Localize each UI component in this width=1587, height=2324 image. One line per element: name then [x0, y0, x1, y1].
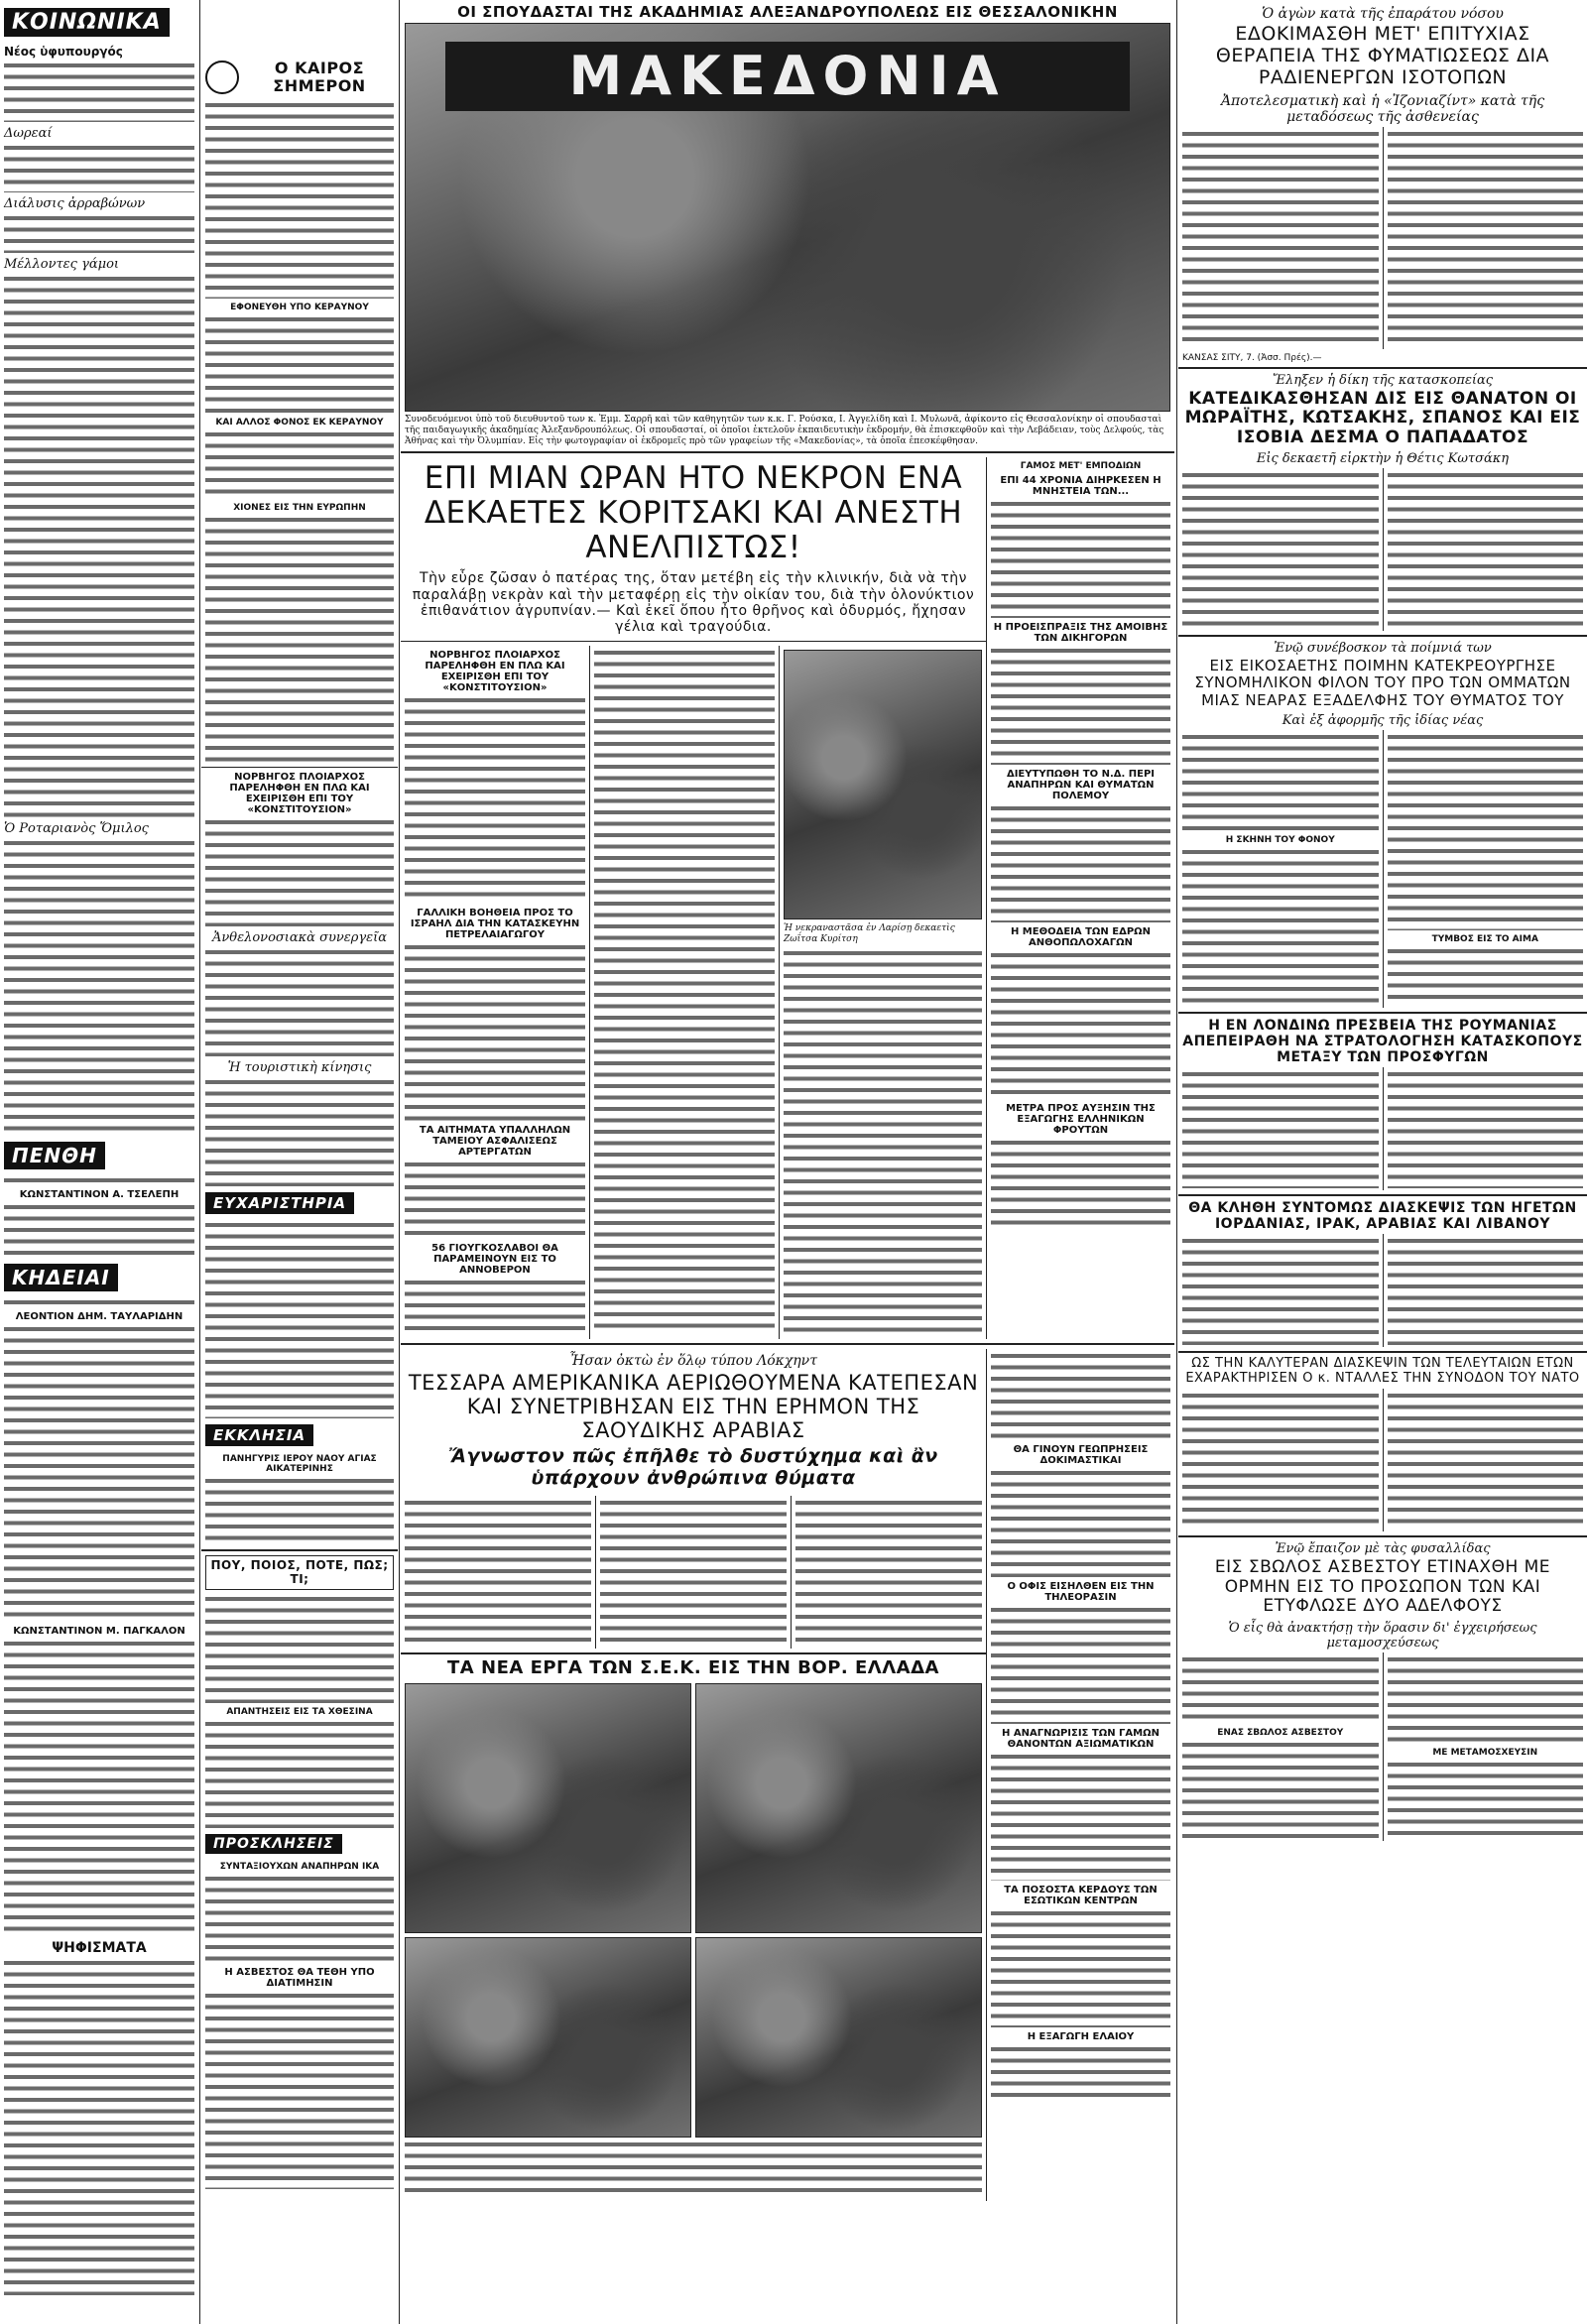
article-text [205, 1476, 394, 1545]
sek-photo [695, 1937, 982, 2138]
subheadline: Ὁ εἷς θὰ ἀνακτήσῃ τὴν ὅρασιν δι' ἐγχειρήσεως μεταμοσχεύσεως [1228, 1620, 1537, 1651]
subheading: 56 ΓΙΟΥΓΚΟΣΛΑΒΟΙ ΘΑ ΠΑΡΑΜΕΙΝΟΥΝ ΕΙΣ ΤΟ ΑΝΝΟΒΕΡΟΝ [431, 1242, 558, 1276]
section-heading: Δωρεαί [4, 126, 53, 141]
story-row-1 [401, 457, 1174, 1339]
subheading: ΜΕΤΡΑ ΠΡΟΣ ΑΥΞΗΣΙΝ ΤΗΣ ΕΞΑΓΩΓΗΣ ΕΛΛΗΝΙΚΩΝ ΦΡΟΥΤΩΝ [1006, 1103, 1156, 1137]
main-subheadline: Τὴν εὗρε ζῶσαν ὁ πατέρας της, ὅταν μετέβη εἰς τὴν κλινικήν, διὰ νὰ τὴν παραλάβῃ νεκρὰν καὶ τὴν μεταφέρῃ εἰς τὴν οἰκίαν του, διὰ τὴν ὁλονύκτιον ἐπιθανάτιον ἀγρυπνίαν.— Καὶ ἐκεῖ ὅπου ἦτο θρῆνος καὶ ὀδυρμός, ἤχησαν γέλια καὶ τραγούδια. [412, 570, 975, 635]
article-text [4, 838, 194, 1136]
article-text [1388, 1760, 1584, 1839]
sub-col [590, 646, 780, 1339]
kicker: Ἦσαν ὀκτὼ ἐν ὅλῳ τύπου Λόκχηντ [569, 1352, 817, 1369]
article-text [1182, 1236, 1379, 1345]
masthead-koinonika: ΚΟΙΝΩΝΙΚΑ [4, 8, 170, 37]
sek-photos [405, 1937, 982, 2138]
photo-caption [405, 2140, 982, 2199]
subheadline: Ἀποτελεσματικὴ καὶ ἡ «Ἰζονιαζίντ» κατὰ τῆς μεταδόσεως τῆς ἀσθενείας [1220, 92, 1545, 125]
article-text [4, 61, 194, 122]
subheading: Ο ΟΦΙΣ ΕΙΣΗΛΘΕΝ ΕΙΣ ΤΗΝ ΤΗΛΕΟΡΑΣΙΝ [1007, 1580, 1155, 1603]
subheading: ΤΑ ΠΟΣΟΣΤΑ ΚΕΡΔΟΥΣ ΤΩΝ ΕΣΩΤΙΚΩΝ ΚΕΝΤΡΩΝ [1004, 1884, 1158, 1906]
subheading: ΤΥΜΒΟΣ ΕΙΣ ΤΟ ΑΙΜΑ [1431, 933, 1538, 944]
sub-col [595, 1496, 791, 1649]
subheading: Η ΑΝΑΓΝΩΡΙΣΙΣ ΤΩΝ ΓΑΜΩΝ ΘΑΝΟΝΤΩΝ ΑΞΙΩΜΑΤΙΚΩΝ [1002, 1727, 1160, 1750]
kicker: Ἔληξεν ἡ δίκη τῆς κατασκοπείας [1272, 372, 1494, 388]
rule [1178, 1012, 1587, 1014]
weather-box [205, 60, 394, 96]
subheading: ΓΑΛΛΙΚΗ ΒΟΗΘΕΙΑ ΠΡΟΣ ΤΟ ΙΣΡΑΗΛ ΔΙΑ ΤΗΝ ΚΑΤΑΣΚΕΥΗΝ ΠΕΤΡΕΛΑΙΑΓΩΓΟΥ [410, 907, 580, 940]
sub-col [1383, 468, 1587, 631]
rule [401, 1652, 986, 1654]
main-headline: ΕΠΙ ΜΙΑΝ ΩΡΑΝ ΗΤΟ ΝΕΚΡΟΝ ΕΝΑ ΔΕΚΑΕΤΕΣ ΚΟΡΙΤΣΑΚΙ ΚΑΙ ΑΝΕΣΤΗ ΑΝΕΛΠΙΣΤΩΣ! [424, 460, 963, 565]
notice-name: ΛΕΟΝΤΙΟΝ ΔΗΜ. ΤΑΥΛΑΡΙΔΗΝ [15, 1311, 183, 1322]
column-main [401, 0, 1174, 2324]
rule [1178, 1351, 1587, 1353]
sub-col [1178, 1652, 1383, 1841]
article-body [1178, 730, 1587, 1008]
subheading: ΤΑ ΑΙΤΗΜΑΤΑ ΥΠΑΛΛΗΛΩΝ ΤΑΜΕΙΟΥ ΑΣΦΑΛΙΣΕΩΣ ΑΡΤΕΡΓΑΤΩΝ [419, 1124, 571, 1158]
article-text [205, 1991, 394, 2189]
article-text [991, 1752, 1170, 1881]
column-right [1178, 0, 1587, 2324]
article-text [205, 429, 394, 499]
quiz-heading: ΠΟΥ, ΠΟΙΟΣ, ΠΟΤΕ, ΠΩΣ; ΤΙ; [205, 1555, 394, 1591]
weather-title: Ο ΚΑΙΡΟΣ ΣΗΜΕΡΟΝ [273, 59, 366, 96]
article-text [795, 1498, 982, 1647]
sub-col [791, 1496, 986, 1649]
article-body [1178, 1234, 1587, 1347]
sek-photos [405, 1683, 982, 1933]
psifismata-heading: ΨΗΦΙΣΜΑΤΑ [52, 1940, 147, 1956]
article-text [1182, 1740, 1379, 1839]
article-text [1182, 470, 1379, 629]
subheading: ΔΙΕΥΤΥΠΩΘΗ ΤΟ Ν.Δ. ΠΕΡΙ ΑΝΑΠΗΡΩΝ ΚΑΙ ΘΥΜΑΤΩΝ ΠΟΛΕΜΟΥ [1006, 769, 1156, 802]
article-text [594, 648, 775, 1332]
rule [201, 1549, 398, 1551]
rule [401, 451, 1174, 453]
kicker: Ἐνῷ συνέβοσκον τὰ ποίμνιά των [1274, 641, 1492, 657]
sub-col [1178, 730, 1383, 1008]
photo-sign: ΜΑΚΕΔΟΝΙΑ [445, 42, 1130, 111]
article-text [4, 1297, 194, 1307]
sub-col [1178, 1234, 1383, 1347]
penthi-heading: ΠΕΝΘΗ [4, 1142, 105, 1169]
subheading: ΕΝΑΣ ΣΒΩΛΟΣ ΑΣΒΕΣΤΟΥ [1217, 1727, 1344, 1738]
eucharist-heading: ΕΥΧΑΡΙΣΤΗΡΙΑ [205, 1192, 354, 1214]
subheading: Η ΕΞΑΓΩΓΗ ΕΛΑΙΟΥ [1027, 2030, 1135, 2042]
sub-col [401, 646, 590, 1339]
sek-photo [695, 1683, 982, 1933]
sub-col [1383, 1652, 1587, 1841]
article-text [991, 950, 1170, 1099]
article-text [1182, 1391, 1379, 1529]
headline: ΚΑΤΕΔΙΚΑΣΘΗΣΑΝ ΔΙΣ ΕΙΣ ΘΑΝΑΤΟΝ ΟΙ ΜΩΡΑΪΤΗΣ, ΚΩΤΣΑΚΗΣ, ΣΠΑΝΟΣ ΚΑΙ ΕΙΣ ΙΣΟΒΙΑ ΔΕΣΜΑ Ο ΠΑΠΑΔΑΤΟΣ [1184, 388, 1581, 447]
article-text [4, 213, 194, 253]
kicker: Ἐνῷ ἔπαιζον μὲ τὰς φυσαλλίδας [1275, 1541, 1491, 1557]
sub-col [1178, 468, 1383, 631]
sub-col [1383, 127, 1587, 349]
headline: ΕΙΣ ΕΙΚΟΣΑΕΤΗΣ ΠΟΙΜΗΝ ΚΑΤΕΚΡΕΟΥΡΓΗΣΕ ΣΥΝΟΜΗΛΙΚΟΝ ΦΙΛΟΝ ΤΟΥ ΠΡΟ ΤΩΝ ΟΜΜΑΤΩΝ ΜΙΑΣ ΝΕΑΡΑΣ ΕΞΑΔΕΛΦΗΣ ΤΟΥ ΘΥΜΑΤΟΣ ΤΟΥ [1194, 657, 1571, 709]
article-text [991, 2044, 1170, 2104]
article-text [4, 274, 194, 817]
article-text [4, 1324, 194, 1622]
girl-photo [784, 650, 982, 919]
article-text [205, 817, 394, 926]
dateline: ΚΑΝΣΑΣ ΣΙΤΥ, 7. (Ἀσσ. Πρές).— [1182, 352, 1322, 363]
rule [1178, 635, 1587, 637]
article-text [4, 1639, 194, 1936]
headline: ΕΔΟΚΙΜΑΣΘΗ ΜΕΤ' ΕΠΙΤΥΧΙΑΣ ΘΕΡΑΠΕΙΑ ΤΗΣ ΦΥΜΑΤΙΩΣΕΩΣ ΔΙΑ ΡΑΔΙΕΝΕΡΓΩΝ ΙΣΟΤΟΠΩΝ [1215, 23, 1550, 88]
subheading: ΚΑΙ ΑΛΛΟΣ ΦΟΝΟΣ ΕΚ ΚΕΡΑΥΝΟΥ [215, 417, 384, 428]
article-text [205, 100, 394, 299]
story-body [401, 646, 986, 1339]
article-body [1178, 1389, 1587, 1531]
subheading: ΕΠΙ 44 ΧΡΟΝΙΑ ΔΙΗΡΚΕΣΕΝ Η ΜΝΗΣΤΕΙΑ ΤΩΝ... [1000, 475, 1161, 498]
article-text [991, 499, 1170, 618]
sek-headline: ΤΑ ΝΕΑ ΕΡΓΑ ΤΩΝ Σ.Ε.Κ. ΕΙΣ ΤΗΝ ΒΟΡ. ΕΛΛΑΔΑ [447, 1656, 939, 1678]
sek-photo [405, 1937, 691, 2138]
story-right [986, 457, 1174, 1339]
subheading: ΓΑΜΟΣ ΜΕΤ' ΕΜΠΟΔΙΩΝ [1020, 461, 1142, 472]
kideiai-heading: ΚΗΔΕΙΑΙ [4, 1264, 118, 1291]
group-photo [405, 23, 1170, 412]
article-text [991, 1351, 1170, 1440]
article-text [205, 947, 394, 1056]
article-text [991, 1138, 1170, 1227]
article-text [1182, 847, 1379, 1006]
column-social [0, 0, 198, 2324]
article-text [405, 1160, 585, 1239]
subheading: ΑΠΑΝΤΗΣΕΙΣ ΕΙΣ ΤΑ ΧΘΕΣΙΝΑ [226, 1707, 373, 1718]
article-text [1182, 1654, 1379, 1724]
subheading: Η ΑΣΒΕΣΤΟΣ ΘΑ ΤΕΘΗ ΥΠΟ ΔΙΑΤΙΜΗΣΙΝ [224, 1967, 375, 1990]
article-text [405, 1278, 585, 1337]
headline: ΘΑ ΚΛΗΘΗ ΣΥΝΤΟΜΩΣ ΔΙΑΣΚΕΨΙΣ ΤΩΝ ΗΓΕΤΩΝ ΙΟΡΔΑΝΙΑΣ, ΙΡΑΚ, ΑΡΑΒΙΑΣ ΚΑΙ ΛΙΒΑΝΟΥ [1188, 1200, 1577, 1233]
article-text [1388, 1069, 1584, 1188]
article-text [205, 515, 394, 763]
article-body [1178, 1067, 1587, 1190]
sun-icon [205, 61, 239, 94]
section-heading: Διάλυσις ἀρραβώνων [4, 196, 146, 211]
article-text [205, 1077, 394, 1186]
article-text [991, 646, 1170, 765]
article-text [205, 1719, 394, 1828]
sub-col [1383, 1389, 1587, 1531]
article-text [991, 1605, 1170, 1724]
article-text [1388, 129, 1584, 347]
section-heading: Νέος ὑφυπουργός [4, 45, 123, 59]
column-misc [201, 0, 398, 2324]
article-text [1182, 129, 1379, 347]
article-text [4, 1958, 194, 2295]
planes-headline: ΤΕΣΣΑΡΑ ΑΜΕΡΙΚΑΝΙΚΑ ΑΕΡΙΩΘΟΥΜΕΝΑ ΚΑΤΕΠΕΣΑΝ ΚΑΙ ΣΥΝΕΤΡΙΒΗΣΑΝ ΕΙΣ ΤΗΝ ΕΡΗΜΟΝ ΤΗΣ ΣΑΟΥΔΙΚΗΣ ΑΡΑΒΙΑΣ [408, 1370, 979, 1443]
article-body [1178, 1652, 1587, 1841]
story-row-2 [401, 1349, 1174, 2201]
subheading: ΕΦΟΝΕΥΘΗ ΥΠΟ ΚΕΡΑΥΝΟΥ [230, 302, 369, 312]
planes-body [401, 1496, 986, 1649]
rule [401, 641, 986, 642]
subheading: Ἡ τουριστικὴ κίνησις [227, 1059, 372, 1075]
article-text [1388, 732, 1584, 930]
sek-photo [405, 1683, 691, 1933]
article-text [1388, 470, 1584, 629]
sub-col [1383, 1234, 1587, 1347]
article-text [600, 1498, 787, 1647]
article-text [1388, 1654, 1584, 1744]
article-text [1388, 946, 1584, 1006]
top-headline: ΟΙ ΣΠΟΥΔΑΣΤΑΙ ΤΗΣ ΑΚΑΔΗΜΙΑΣ ΑΛΕΞΑΝΔΡΟΥΠΟΛΕΩΣ ΕΙΣ ΘΕΣΣΑΛΟΝΙΚΗΝ [457, 3, 1118, 21]
story-left [401, 1349, 986, 2201]
article-text [205, 1594, 394, 1703]
ekklisia-heading: ΕΚΚΛΗΣΙΑ [205, 1424, 313, 1446]
kicker: Ὁ ἀγὼν κατὰ τῆς ἐπαράτου νόσου [1262, 6, 1504, 22]
article-text [4, 143, 194, 192]
article-body [1178, 127, 1587, 349]
rule [201, 767, 398, 768]
subheading: Η ΣΚΗΝΗ ΤΟΥ ΦΟΝΟΥ [1225, 834, 1335, 845]
article-text [205, 1874, 394, 1963]
notice-name: ΚΩΝΣΤΑΝΤΙΝΟΝ Μ. ΠΑΓΚΑΛΟΝ [13, 1626, 185, 1637]
article-text [405, 1498, 591, 1647]
subheadline: Καὶ ἐξ ἀφορμῆς τῆς ἰδίας νέας [1282, 712, 1484, 728]
article-text [405, 695, 585, 904]
subheading: Η ΜΕΘΟΔΕΙΑ ΤΩΝ ΕΔΡΩΝ ΑΝΘΟΠΩΛΟΧΑΓΩΝ [1010, 926, 1152, 949]
article-text [1182, 732, 1379, 831]
prosk-heading: ΠΡΟΣΚΛΗΣΕΙΣ [205, 1834, 342, 1854]
rule [1178, 1535, 1587, 1537]
article-body [1178, 468, 1587, 631]
article-text [4, 1175, 194, 1185]
section-heading: Μέλλοντες γάμοι [4, 257, 119, 272]
subheadline: Εἰς δεκαετῆ εἱρκτὴν ἡ Θέτις Κωτσάκη [1256, 451, 1510, 467]
sub-col [401, 1496, 595, 1649]
article-text [784, 948, 982, 1335]
subheading: ΧΙΟΝΕΣ ΕΙΣ ΤΗΝ ΕΥΡΩΠΗΝ [233, 502, 366, 513]
rule [401, 1343, 1174, 1345]
subheading: ΝΟΡΒΗΓΟΣ ΠΛΟΙΑΡΧΟΣ ΠΑΡΕΛΗΦΘΗ ΕΝ ΠΛΩ ΚΑΙ ΕΧΕΙΡΙΣΘΗ ΕΠΙ ΤΟΥ «ΚΟΝΣΤΙΤΟΥΣΙΟΝ» [229, 771, 370, 815]
sub-col [1383, 730, 1587, 1008]
subheading: Ἀνθελονοσιακὰ συνεργεῖα [212, 929, 387, 945]
column-rule [199, 0, 200, 2324]
article-text [205, 1220, 394, 1418]
article-text [1388, 1236, 1584, 1345]
subheading: Η ΠΡΟΕΙΣΠΡΑΞΙΣ ΤΗΣ ΑΜΟΙΒΗΣ ΤΩΝ ΔΙΚΗΓΟΡΩΝ [993, 622, 1168, 645]
headline: ΕΙΣ ΣΒΩΛΟΣ ΑΣΒΕΣΤΟΥ ΕΤΙΝΑΧΘΗ ΜΕ ΟΡΜΗΝ ΕΙΣ ΤΟ ΠΡΟΣΩΠΟΝ ΤΩΝ ΚΑΙ ΕΤΥΦΛΩΣΕ ΔΥΟ ΑΔΕΛΦΟΥΣ [1214, 1557, 1551, 1617]
notice-name: ΚΩΝΣΤΑΝΤΙΝΟΝ Α. ΤΣΕΛΕΠΗ [19, 1189, 180, 1200]
article-text [1388, 1391, 1584, 1529]
headline: Η ΕΝ ΛΟΝΔΙΝΩ ΠΡΕΣΒΕΙΑ ΤΗΣ ΡΟΥΜΑΝΙΑΣ ΑΠΕΠΕΙΡΑΘΗ ΝΑ ΣΤΡΑΤΟΛΟΓΗΣΗ ΚΑΤΑΣΚΟΠΟΥΣ ΜΕΤΑΞΥ ΤΩΝ ΠΡΟΣΦΥΓΩΝ [1182, 1017, 1583, 1066]
subheading: ΝΟΡΒΗΓΟΣ ΠΛΟΙΑΡΧΟΣ ΠΑΡΕΛΗΦΘΗ ΕΝ ΠΛΩ ΚΑΙ ΕΧΕΙΡΙΣΘΗ ΕΠΙ ΤΟΥ «ΚΟΝΣΤΙΤΟΥΣΙΟΝ» [425, 649, 565, 693]
photo-caption: Ἡ νεκραναστᾶσα ἐν Λαρίσῃ δεκαετὶς Ζωΐτσα Κυρίτση [784, 922, 955, 944]
sub-col [1178, 127, 1383, 349]
sub-col [780, 646, 986, 1339]
sub-col [1178, 1389, 1383, 1531]
article-text [1182, 1069, 1379, 1188]
column-rule [1176, 0, 1177, 2324]
subheading: ΠΑΝΗΓΥΡΙΣ ΙΕΡΟΥ ΝΑΟΥ ΑΓΙΑΣ ΑΙΚΑΤΕΡΙΝΗΣ [222, 1453, 377, 1474]
subheading: ΣΥΝΤΑΞΙΟΥΧΩΝ ΑΝΑΠΗΡΩΝ ΙΚΑ [219, 1862, 380, 1873]
subheading: ΜΕ ΜΕΤΑΜΟΣΧΕΥΣΙΝ [1432, 1747, 1538, 1758]
article-text [991, 803, 1170, 922]
subheading: ΘΑ ΓΙΝΟΥΝ ΓΕΩΠΡΗΣΕΙΣ ΔΟΚΙΜΑΣΤΙΚΑΙ [1013, 1443, 1149, 1466]
planes-subheadline: Ἄγνωστον πῶς ἐπῆλθε τὸ δυστύχημα καὶ ἂν ὑπάρχουν ἀνθρώπινα θύματα [448, 1445, 938, 1490]
story-left [401, 457, 986, 1339]
section-heading: Ὁ Ροταριανὸς Ὅμιλος [4, 821, 149, 836]
article-text [205, 314, 394, 414]
article-text [4, 1202, 194, 1258]
headline: ΩΣ ΤΗΝ ΚΑΛΥΤΕΡΑΝ ΔΙΑΣΚΕΨΙΝ ΤΩΝ ΤΕΛΕΥΤΑΙΩΝ ΕΤΩΝ ΕΧΑΡΑΚΤΗΡΙΣΕΝ Ο κ. ΝΤΑΛΛΕΣ ΤΗΝ ΣΥΝΟΔΟΝ ΤΟΥ ΝΑΤΟ [1185, 1356, 1580, 1387]
sub-col [1383, 1067, 1587, 1190]
article-text [405, 942, 585, 1121]
sub-col [1178, 1067, 1383, 1190]
rule [1178, 1194, 1587, 1196]
article-text [991, 1468, 1170, 1577]
article-text [991, 1908, 1170, 2027]
photo-caption: Συνοδευόμενοι ὑπὸ τοῦ διευθυντοῦ των κ. Ἐμμ. Σαρρῆ καὶ τῶν καθηγητῶν των κ.κ. Γ. Ρούσκα, Ι. Ἀγγελίδη καὶ Ι. Μυλωνᾶ, ἀφίκοντο εἰς Θεσσαλονίκην οἱ σπουδασταὶ τῆς παιδαγωγικῆς ἀκαδημίας Ἀλεξανδρουπόλεως. Οἱ σπουδασταί, οἱ ὁποῖοι ἐκτελοῦν ἐκπαιδευτικὴν ἐκδρομήν, θὰ ἐπισκεφθοῦν καὶ τὴν Λεβάδειαν, τοὺς Δελφούς, τὰς Ἀθήνας καὶ τὴν Ὀλυμπίαν. Εἰς τὴν φωτογραφίαν οἱ ἐκδρομεῖς πρὸ τῶν γραφείων τῆς «Μακεδονίας», τὰ ὁποῖα ἐπεσκέφθησαν. [405, 415, 1164, 447]
column-rule [399, 0, 400, 2324]
rule [1178, 367, 1587, 369]
story-right [986, 1349, 1174, 2201]
